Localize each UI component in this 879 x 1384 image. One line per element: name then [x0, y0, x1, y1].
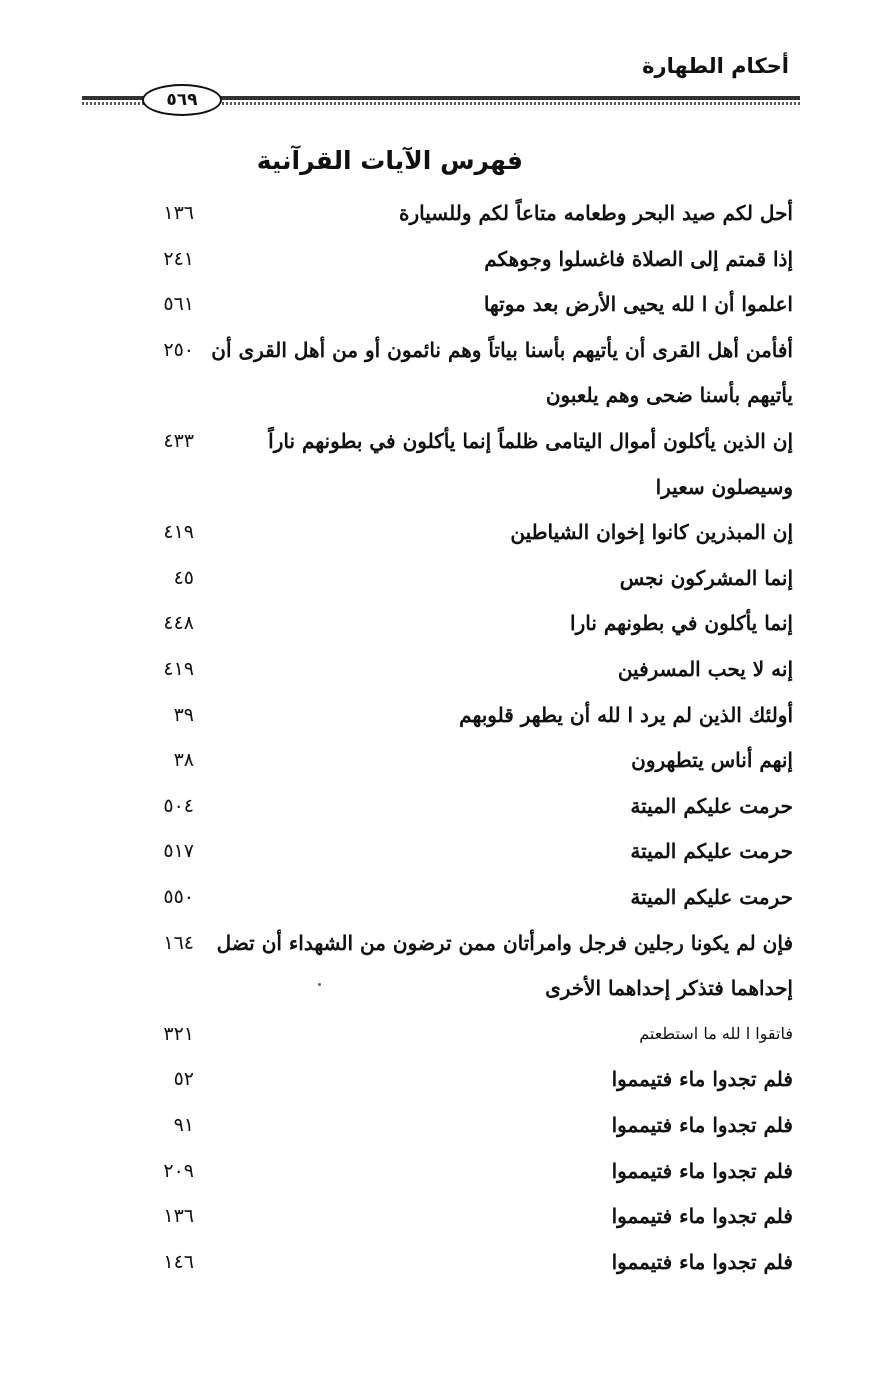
entry-page-number: ٤٥: [173, 566, 194, 589]
print-speck: [318, 983, 321, 986]
running-title: أحكام الطهارة: [642, 54, 789, 78]
entry-verse: فلم تجدوا ماء فتيمموا: [611, 1249, 793, 1274]
entry-verse: إن المبذرين كانوا إخوان الشياطين: [510, 520, 793, 545]
entry-page-number: ١٣٦: [163, 1205, 194, 1228]
entry-verse: إنهم أناس يتطهرون: [631, 748, 793, 773]
index-title: فهرس الآيات القرآنية: [256, 146, 523, 175]
entry-page-number: ٢٠٩: [163, 1159, 194, 1182]
entry-page-number: ٩١: [173, 1114, 194, 1136]
entry-verse: حرمت عليكم الميتة: [630, 839, 793, 864]
entry-page-number: ٣٢١: [163, 1022, 194, 1045]
entry-verse: فإن لم يكونا رجلين فرجل وامرأتان ممن ترضون من الشهداء أن تضل: [216, 930, 793, 955]
entry-page-number: ٥٥٠: [163, 886, 194, 908]
entry-page-number: ٥٠٤: [163, 794, 194, 817]
entry-verse: فلم تجدوا ماء فتيمموا: [611, 1204, 793, 1229]
entry-verse-continuation: إحداهما فتذكر إحداهما الأخرى: [545, 976, 793, 1001]
entry-page-number: ٤١٩: [163, 521, 194, 544]
entry-verse: فاتقوا ا لله ما استطعتم: [639, 1023, 793, 1043]
entry-page-number: ٣٨: [173, 749, 194, 772]
entry-page-number: ٢٤١: [163, 247, 194, 270]
entry-verse: إنما يأكلون في بطونهم نارا: [570, 611, 793, 636]
entry-page-number: ٥٢: [173, 1068, 194, 1091]
entry-verse: أحل لكم صيد البحر وطعامه متاعاً لكم وللسيارة: [399, 201, 793, 225]
entry-page-number: ٤١٩: [163, 658, 194, 680]
entry-verse: أفأمن أهل القرى أن يأتيهم بأسنا بياتاً وهم نائمون أو من أهل القرى أن: [211, 337, 793, 362]
entry-verse: أولئك الذين لم يرد ا لله أن يطهر قلوبهم: [459, 702, 793, 727]
entry-verse-continuation: يأتيهم بأسنا ضحى وهم يلعبون: [545, 383, 793, 408]
page-number: ٥٦٩: [142, 84, 222, 116]
entry-verse: إنما المشركون نجس: [619, 565, 793, 590]
entry-page-number: ١٦٤: [163, 931, 194, 954]
entry-page-number: ٥١٧: [163, 840, 194, 863]
entry-verse: إنه لا يحب المسرفين: [617, 657, 793, 681]
entry-verse-continuation: وسيصلون سعيرا: [655, 474, 793, 499]
entry-verse: حرمت عليكم الميتة: [630, 793, 793, 818]
entry-page-number: ١٣٦: [163, 202, 194, 224]
entry-page-number: ١٤٦: [163, 1250, 194, 1273]
entry-verse: إذا قمتم إلى الصلاة فاغسلوا وجوهكم: [484, 246, 793, 271]
entry-page-number: ٥٦١: [163, 293, 194, 316]
entry-verse: فلم تجدوا ماء فتيمموا: [611, 1067, 793, 1092]
entry-page-number: ٤٣٣: [163, 430, 194, 452]
entry-verse: فلم تجدوا ماء فتيمموا: [611, 1158, 793, 1183]
entry-verse: إن الذين يأكلون أموال اليتامى ظلماً إنما يأكلون في بطونهم ناراً: [268, 429, 793, 453]
entry-verse: اعلموا أن ا لله يحيى الأرض بعد موتها: [483, 292, 793, 317]
entry-page-number: ٢٥٠: [163, 338, 194, 361]
entry-verse: فلم تجدوا ماء فتيمموا: [611, 1113, 793, 1137]
entry-page-number: ٣٩: [173, 703, 194, 726]
entry-verse: حرمت عليكم الميتة: [630, 885, 793, 909]
entry-page-number: ٤٤٨: [163, 612, 194, 635]
